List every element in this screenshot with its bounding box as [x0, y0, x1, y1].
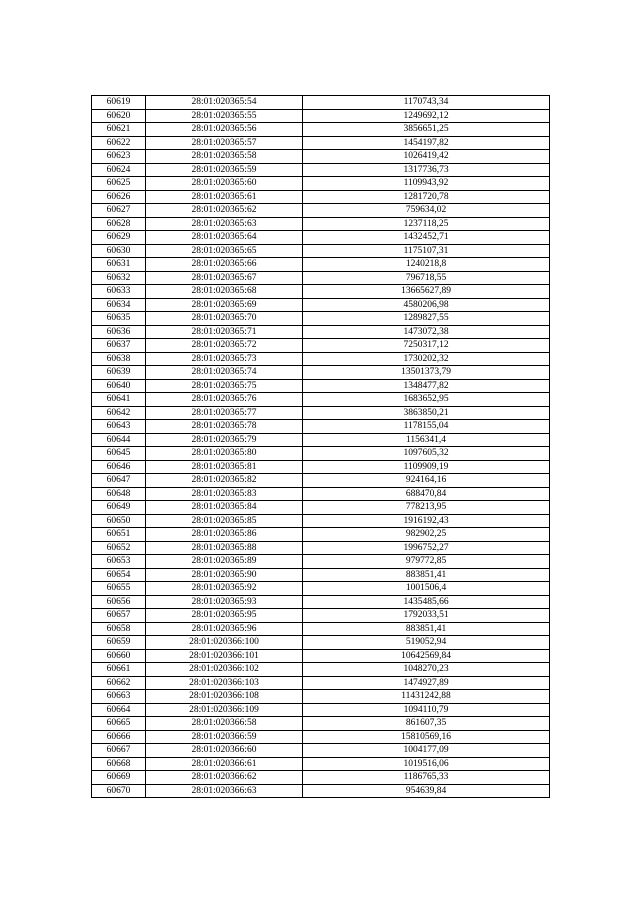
row-number-cell: 60667: [92, 744, 146, 758]
value-cell: 7250317,12: [303, 339, 550, 353]
row-number-cell: 60651: [92, 528, 146, 542]
value-cell: 861607,35: [303, 717, 550, 731]
table-row: [92, 96, 550, 110]
cadastral-number-cell: 28:01:020365:93: [146, 595, 303, 609]
table-row: [92, 487, 550, 501]
cadastral-number-cell: 28:01:020366:109: [146, 703, 303, 717]
table-row: [92, 771, 550, 785]
table-row: [92, 676, 550, 690]
table-row: [92, 406, 550, 420]
row-number-cell: 60658: [92, 622, 146, 636]
value-cell: 1473072,38: [303, 325, 550, 339]
value-cell: 1001506,4: [303, 582, 550, 596]
row-number-cell: 60634: [92, 298, 146, 312]
table-row: [92, 541, 550, 555]
table-row: [92, 109, 550, 123]
table-row: [92, 649, 550, 663]
value-cell: 13501373,79: [303, 366, 550, 380]
table-row: [92, 582, 550, 596]
row-number-cell: 60649: [92, 501, 146, 515]
row-number-cell: 60635: [92, 312, 146, 326]
cadastral-number-cell: 28:01:020365:89: [146, 555, 303, 569]
table-row: [92, 433, 550, 447]
row-number-cell: 60642: [92, 406, 146, 420]
value-cell: 759634,02: [303, 204, 550, 218]
table-row: [92, 163, 550, 177]
table-row: [92, 298, 550, 312]
value-cell: 1178155,04: [303, 420, 550, 434]
value-cell: 688470,84: [303, 487, 550, 501]
table-row: [92, 244, 550, 258]
row-number-cell: 60659: [92, 636, 146, 650]
row-number-cell: 60626: [92, 190, 146, 204]
cadastral-number-cell: 28:01:020366:58: [146, 717, 303, 731]
table-row: [92, 636, 550, 650]
table-row: [92, 460, 550, 474]
cadastral-number-cell: 28:01:020365:83: [146, 487, 303, 501]
value-cell: 924164,16: [303, 474, 550, 488]
cadastral-number-cell: 28:01:020366:59: [146, 730, 303, 744]
cadastral-number-cell: 28:01:020366:102: [146, 663, 303, 677]
cadastral-number-cell: 28:01:020365:85: [146, 514, 303, 528]
value-cell: 1281720,78: [303, 190, 550, 204]
cadastral-number-cell: 28:01:020366:103: [146, 676, 303, 690]
cadastral-number-cell: 28:01:020365:71: [146, 325, 303, 339]
cadastral-number-cell: 28:01:020365:72: [146, 339, 303, 353]
value-cell: 1996752,27: [303, 541, 550, 555]
cadastral-number-cell: 28:01:020365:59: [146, 163, 303, 177]
row-number-cell: 60636: [92, 325, 146, 339]
value-cell: 1249692,12: [303, 109, 550, 123]
cadastral-number-cell: 28:01:020365:92: [146, 582, 303, 596]
value-cell: 3863850,21: [303, 406, 550, 420]
value-cell: 1026419,42: [303, 150, 550, 164]
row-number-cell: 60665: [92, 717, 146, 731]
row-number-cell: 60650: [92, 514, 146, 528]
row-number-cell: 60660: [92, 649, 146, 663]
cadastral-number-cell: 28:01:020365:86: [146, 528, 303, 542]
row-number-cell: 60628: [92, 217, 146, 231]
cadastral-number-cell: 28:01:020366:100: [146, 636, 303, 650]
value-cell: 883851,41: [303, 568, 550, 582]
table-row: [92, 136, 550, 150]
row-number-cell: 60632: [92, 271, 146, 285]
row-number-cell: 60666: [92, 730, 146, 744]
row-number-cell: 60664: [92, 703, 146, 717]
table-row: [92, 717, 550, 731]
cadastral-number-cell: 28:01:020365:64: [146, 231, 303, 245]
row-number-cell: 60670: [92, 784, 146, 798]
value-cell: 1186765,33: [303, 771, 550, 785]
cadastral-number-cell: 28:01:020366:108: [146, 690, 303, 704]
value-cell: 1004177,09: [303, 744, 550, 758]
value-cell: 1348477,82: [303, 379, 550, 393]
row-number-cell: 60644: [92, 433, 146, 447]
row-number-cell: 60633: [92, 285, 146, 299]
value-cell: 796718,55: [303, 271, 550, 285]
cadastral-number-cell: 28:01:020366:62: [146, 771, 303, 785]
row-number-cell: 60625: [92, 177, 146, 191]
row-number-cell: 60657: [92, 609, 146, 623]
row-number-cell: 60668: [92, 757, 146, 771]
cadastral-number-cell: 28:01:020365:54: [146, 96, 303, 110]
cadastral-number-cell: 28:01:020365:68: [146, 285, 303, 299]
table-row: [92, 352, 550, 366]
row-number-cell: 60638: [92, 352, 146, 366]
table-row: [92, 204, 550, 218]
value-cell: 519052,94: [303, 636, 550, 650]
cadastral-number-cell: 28:01:020365:65: [146, 244, 303, 258]
value-cell: 1175107,31: [303, 244, 550, 258]
cadastral-number-cell: 28:01:020365:76: [146, 393, 303, 407]
table-row: [92, 744, 550, 758]
row-number-cell: 60637: [92, 339, 146, 353]
cadastral-number-cell: 28:01:020365:56: [146, 123, 303, 137]
cadastral-number-cell: 28:01:020365:84: [146, 501, 303, 515]
table-row: [92, 501, 550, 515]
table-row: [92, 258, 550, 272]
row-number-cell: 60631: [92, 258, 146, 272]
value-cell: 954639,84: [303, 784, 550, 798]
cadastral-number-cell: 28:01:020365:62: [146, 204, 303, 218]
row-number-cell: 60640: [92, 379, 146, 393]
table-row: [92, 447, 550, 461]
value-cell: 979772,85: [303, 555, 550, 569]
value-cell: 3856651,25: [303, 123, 550, 137]
table-row: [92, 339, 550, 353]
row-number-cell: 60639: [92, 366, 146, 380]
value-cell: 883851,41: [303, 622, 550, 636]
cadastral-number-cell: 28:01:020366:60: [146, 744, 303, 758]
value-cell: 13665627,89: [303, 285, 550, 299]
table-row: [92, 231, 550, 245]
row-number-cell: 60661: [92, 663, 146, 677]
table-row: [92, 420, 550, 434]
row-number-cell: 60648: [92, 487, 146, 501]
cadastral-number-cell: 28:01:020365:57: [146, 136, 303, 150]
table-row: [92, 690, 550, 704]
cadastral-number-cell: 28:01:020365:70: [146, 312, 303, 326]
row-number-cell: 60655: [92, 582, 146, 596]
row-number-cell: 60620: [92, 109, 146, 123]
table-row: [92, 217, 550, 231]
cadastral-number-cell: 28:01:020365:82: [146, 474, 303, 488]
value-cell: 1474927,89: [303, 676, 550, 690]
value-cell: 1019516,06: [303, 757, 550, 771]
value-cell: 982902,25: [303, 528, 550, 542]
row-number-cell: 60630: [92, 244, 146, 258]
table-row: [92, 474, 550, 488]
value-cell: 1317736,73: [303, 163, 550, 177]
value-cell: 4580206,98: [303, 298, 550, 312]
row-number-cell: 60647: [92, 474, 146, 488]
table-row: [92, 177, 550, 191]
value-cell: 15810569,16: [303, 730, 550, 744]
row-number-cell: 60641: [92, 393, 146, 407]
cadastral-number-cell: 28:01:020365:88: [146, 541, 303, 555]
value-cell: 1170743,34: [303, 96, 550, 110]
table-row: [92, 271, 550, 285]
table-row: [92, 609, 550, 623]
cadastral-number-cell: 28:01:020365:79: [146, 433, 303, 447]
row-number-cell: 60656: [92, 595, 146, 609]
row-number-cell: 60645: [92, 447, 146, 461]
table-row: [92, 730, 550, 744]
value-cell: 1094110,79: [303, 703, 550, 717]
table-row: [92, 285, 550, 299]
table-row: [92, 622, 550, 636]
cadastral-number-cell: 28:01:020365:58: [146, 150, 303, 164]
row-number-cell: 60654: [92, 568, 146, 582]
table-row: [92, 595, 550, 609]
cadastral-value-table: [91, 95, 550, 798]
value-cell: 1156341,4: [303, 433, 550, 447]
cadastral-number-cell: 28:01:020365:60: [146, 177, 303, 191]
row-number-cell: 60663: [92, 690, 146, 704]
cadastral-number-cell: 28:01:020365:75: [146, 379, 303, 393]
row-number-cell: 60652: [92, 541, 146, 555]
row-number-cell: 60653: [92, 555, 146, 569]
table-row: [92, 568, 550, 582]
cadastral-number-cell: 28:01:020365:81: [146, 460, 303, 474]
cadastral-number-cell: 28:01:020365:77: [146, 406, 303, 420]
table-body: [92, 96, 550, 798]
cadastral-number-cell: 28:01:020365:66: [146, 258, 303, 272]
value-cell: 1432452,71: [303, 231, 550, 245]
row-number-cell: 60629: [92, 231, 146, 245]
value-cell: 1435485,66: [303, 595, 550, 609]
row-number-cell: 60619: [92, 96, 146, 110]
value-cell: 778213,95: [303, 501, 550, 515]
value-cell: 1109943,92: [303, 177, 550, 191]
table-row: [92, 366, 550, 380]
value-cell: 1916192,43: [303, 514, 550, 528]
row-number-cell: 60627: [92, 204, 146, 218]
cadastral-number-cell: 28:01:020365:74: [146, 366, 303, 380]
table-row: [92, 514, 550, 528]
row-number-cell: 60662: [92, 676, 146, 690]
row-number-cell: 60623: [92, 150, 146, 164]
table-row: [92, 528, 550, 542]
value-cell: 1237118,25: [303, 217, 550, 231]
table-row: [92, 190, 550, 204]
cadastral-number-cell: 28:01:020365:95: [146, 609, 303, 623]
value-cell: 1048270,23: [303, 663, 550, 677]
value-cell: 10642569,84: [303, 649, 550, 663]
cadastral-number-cell: 28:01:020365:61: [146, 190, 303, 204]
row-number-cell: 60622: [92, 136, 146, 150]
value-cell: 1097605,32: [303, 447, 550, 461]
table-row: [92, 325, 550, 339]
cadastral-number-cell: 28:01:020365:67: [146, 271, 303, 285]
table-row: [92, 150, 550, 164]
value-cell: 1454197,82: [303, 136, 550, 150]
cadastral-number-cell: 28:01:020365:63: [146, 217, 303, 231]
value-cell: 11431242,88: [303, 690, 550, 704]
table-row: [92, 784, 550, 798]
cadastral-number-cell: 28:01:020365:78: [146, 420, 303, 434]
row-number-cell: 60646: [92, 460, 146, 474]
cadastral-number-cell: 28:01:020365:96: [146, 622, 303, 636]
value-cell: 1730202,32: [303, 352, 550, 366]
row-number-cell: 60643: [92, 420, 146, 434]
cadastral-number-cell: 28:01:020366:63: [146, 784, 303, 798]
table-row: [92, 703, 550, 717]
table-row: [92, 757, 550, 771]
cadastral-number-cell: 28:01:020366:101: [146, 649, 303, 663]
row-number-cell: 60669: [92, 771, 146, 785]
cadastral-number-cell: 28:01:020365:90: [146, 568, 303, 582]
value-cell: 1289827,55: [303, 312, 550, 326]
value-cell: 1792033,51: [303, 609, 550, 623]
table-row: [92, 379, 550, 393]
cadastral-number-cell: 28:01:020365:69: [146, 298, 303, 312]
value-cell: 1240218,8: [303, 258, 550, 272]
value-cell: 1109909,19: [303, 460, 550, 474]
table-row: [92, 393, 550, 407]
cadastral-number-cell: 28:01:020365:55: [146, 109, 303, 123]
row-number-cell: 60624: [92, 163, 146, 177]
row-number-cell: 60621: [92, 123, 146, 137]
table-row: [92, 312, 550, 326]
cadastral-number-cell: 28:01:020365:80: [146, 447, 303, 461]
table-row: [92, 555, 550, 569]
value-cell: 1683652,95: [303, 393, 550, 407]
cadastral-number-cell: 28:01:020365:73: [146, 352, 303, 366]
table-row: [92, 663, 550, 677]
cadastral-number-cell: 28:01:020366:61: [146, 757, 303, 771]
table-row: [92, 123, 550, 137]
